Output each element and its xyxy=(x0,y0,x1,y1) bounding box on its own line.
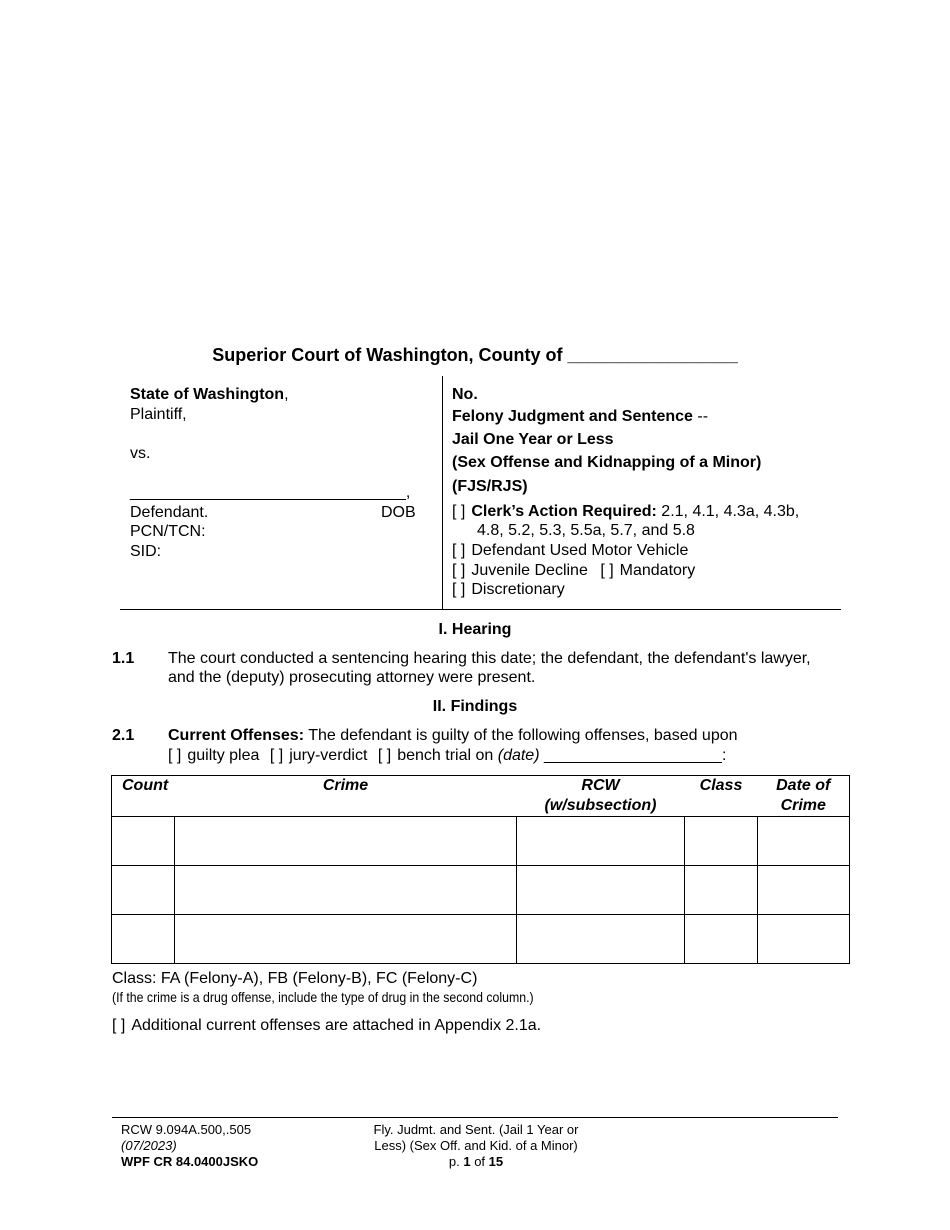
count-cell[interactable] xyxy=(112,817,175,866)
rcw-header: RCW (w/subsection) xyxy=(517,776,685,817)
verdict-type-line xyxy=(168,746,726,765)
rcw-cell[interactable] xyxy=(517,866,685,915)
trial-date-field[interactable]: ____________________: xyxy=(539,747,727,764)
additional-offenses-checkbox[interactable]: [ ] xyxy=(112,1017,126,1034)
dob-label: DOB xyxy=(381,504,416,521)
clerk-action-sections-2: 4.8, 5.2, 5.3, 5.5a, 5.7, and 5.8 xyxy=(477,522,695,539)
table-header-row xyxy=(112,776,850,817)
doc-title-dashes: -- xyxy=(692,408,709,425)
class-cell[interactable] xyxy=(685,915,758,964)
count-cell[interactable] xyxy=(112,915,175,964)
crime-cell[interactable] xyxy=(175,866,517,915)
mandatory-label: Mandatory xyxy=(619,562,696,579)
clerk-action-checkbox[interactable]: [ ] xyxy=(452,503,466,520)
pcn-label: PCN/TCN: xyxy=(130,523,206,540)
page-prefix: p. xyxy=(448,1154,464,1169)
mandatory-checkbox[interactable]: [ ] xyxy=(600,562,614,579)
page-of: of xyxy=(470,1154,489,1169)
motor-vehicle-line xyxy=(452,541,688,560)
item-2-1-intro xyxy=(168,726,848,745)
current-offenses-label: Current Offenses: xyxy=(168,727,305,744)
defendant-label: Defendant. xyxy=(130,504,209,521)
clerk-action-sections-1: 2.1, 4.1, 4.3a, 4.3b, xyxy=(656,503,800,520)
caption-divider xyxy=(442,376,443,609)
date-of-crime-cell[interactable] xyxy=(758,915,850,964)
motor-vehicle-checkbox[interactable]: [ ] xyxy=(452,542,466,559)
guilty-plea-label: guilty plea xyxy=(187,747,260,764)
footer-page-number xyxy=(336,1154,616,1170)
item-1-1-number: 1.1 xyxy=(112,650,135,667)
motor-vehicle-label: Defendant Used Motor Vehicle xyxy=(471,542,689,559)
section-hearing-heading: I. Hearing xyxy=(438,621,512,638)
drug-offense-note: (If the crime is a drug offense, include the type of drug in the second column.) xyxy=(112,989,534,1005)
class-cell[interactable] xyxy=(685,817,758,866)
section-findings-heading: II. Findings xyxy=(432,698,518,715)
discretionary-checkbox[interactable]: [ ] xyxy=(452,581,466,598)
class-legend: Class: FA (Felony-A), FB (Felony-B), FC (Felony-C) xyxy=(112,970,478,987)
doc-title-line4: (FJS/RJS) xyxy=(452,478,528,495)
jury-verdict-label: jury-verdict xyxy=(289,747,368,764)
plaintiff-line xyxy=(130,385,289,404)
footer-rule xyxy=(112,1117,838,1118)
rcw-cell[interactable] xyxy=(517,817,685,866)
additional-offenses-label: Additional current offenses are attached in Appendix 2.1a. xyxy=(131,1017,542,1034)
crime-cell[interactable] xyxy=(175,915,517,964)
item-1-1-text: The court conducted a sentencing hearing this date; the defendant, the defendant's lawyer, and the (deputy) prosecuting attorney were present. xyxy=(168,650,811,686)
doc-title-line1 xyxy=(452,407,708,426)
footer-form-number: WPF CR 84.0400JSKO xyxy=(121,1154,259,1169)
crime-cell[interactable] xyxy=(175,817,517,866)
doc-title-line1-text: Felony Judgment and Sentence xyxy=(452,408,693,425)
sid-label: SID: xyxy=(130,543,162,560)
guilty-plea-checkbox[interactable]: [ ] xyxy=(168,747,182,764)
footer-title-line2: Less) (Sex Off. and Kid. of a Minor) xyxy=(374,1138,578,1153)
defendant-name-line[interactable]: _______________________________, xyxy=(130,484,411,501)
class-cell[interactable] xyxy=(685,866,758,915)
juvenile-decline-label: Juvenile Decline xyxy=(471,562,588,579)
juvenile-decline-checkbox[interactable]: [ ] xyxy=(452,562,466,579)
plaintiff-comma: , xyxy=(284,386,289,403)
count-header: Count xyxy=(112,776,175,817)
doc-title-line3: (Sex Offense and Kidnapping of a Minor) xyxy=(452,454,762,471)
clerk-action-label: Clerk’s Action Required: xyxy=(471,503,657,520)
versus-label: vs. xyxy=(130,445,151,462)
case-number-label: No. xyxy=(452,386,478,403)
date-label: (date) xyxy=(497,747,540,764)
juvenile-decline-line xyxy=(452,561,695,580)
footer-rcw: RCW 9.094A.500,.505 xyxy=(121,1122,252,1137)
page-current: 1 xyxy=(463,1154,471,1169)
bench-trial-checkbox[interactable]: [ ] xyxy=(377,747,392,764)
jury-verdict-checkbox[interactable]: [ ] xyxy=(269,747,284,764)
footer-title-line1: Fly. Judmt. and Sent. (Jail 1 Year or xyxy=(373,1122,579,1137)
clerk-action-line xyxy=(452,502,799,521)
item-2-1-number: 2.1 xyxy=(112,727,135,744)
discretionary-label: Discretionary xyxy=(471,581,565,598)
current-offenses-table xyxy=(111,775,850,964)
plaintiff-label: Plaintiff, xyxy=(130,406,187,423)
caption-bottom-rule xyxy=(120,609,841,610)
date-of-crime-cell[interactable] xyxy=(758,866,850,915)
page-title: Superior Court of Washington, County of _________________ xyxy=(212,345,738,365)
count-cell[interactable] xyxy=(112,866,175,915)
table-row xyxy=(112,817,850,866)
class-header: Class xyxy=(685,776,758,817)
plaintiff-name: State of Washington xyxy=(130,386,285,403)
date-of-crime-cell[interactable] xyxy=(758,817,850,866)
rcw-cell[interactable] xyxy=(517,915,685,964)
crime-header: Crime xyxy=(175,776,517,817)
additional-offenses-line xyxy=(112,1016,541,1035)
page-total: 15 xyxy=(488,1154,504,1169)
discretionary-line xyxy=(452,580,565,599)
current-offenses-text: The defendant is guilty of the following offenses, based upon xyxy=(304,727,738,744)
footer-date: (07/2023) xyxy=(121,1138,177,1153)
date-of-crime-header: Date of Crime xyxy=(758,776,850,817)
table-row xyxy=(112,915,850,964)
doc-title-line2: Jail One Year or Less xyxy=(452,431,614,448)
table-row xyxy=(112,866,850,915)
bench-trial-label: bench trial on xyxy=(397,747,498,764)
